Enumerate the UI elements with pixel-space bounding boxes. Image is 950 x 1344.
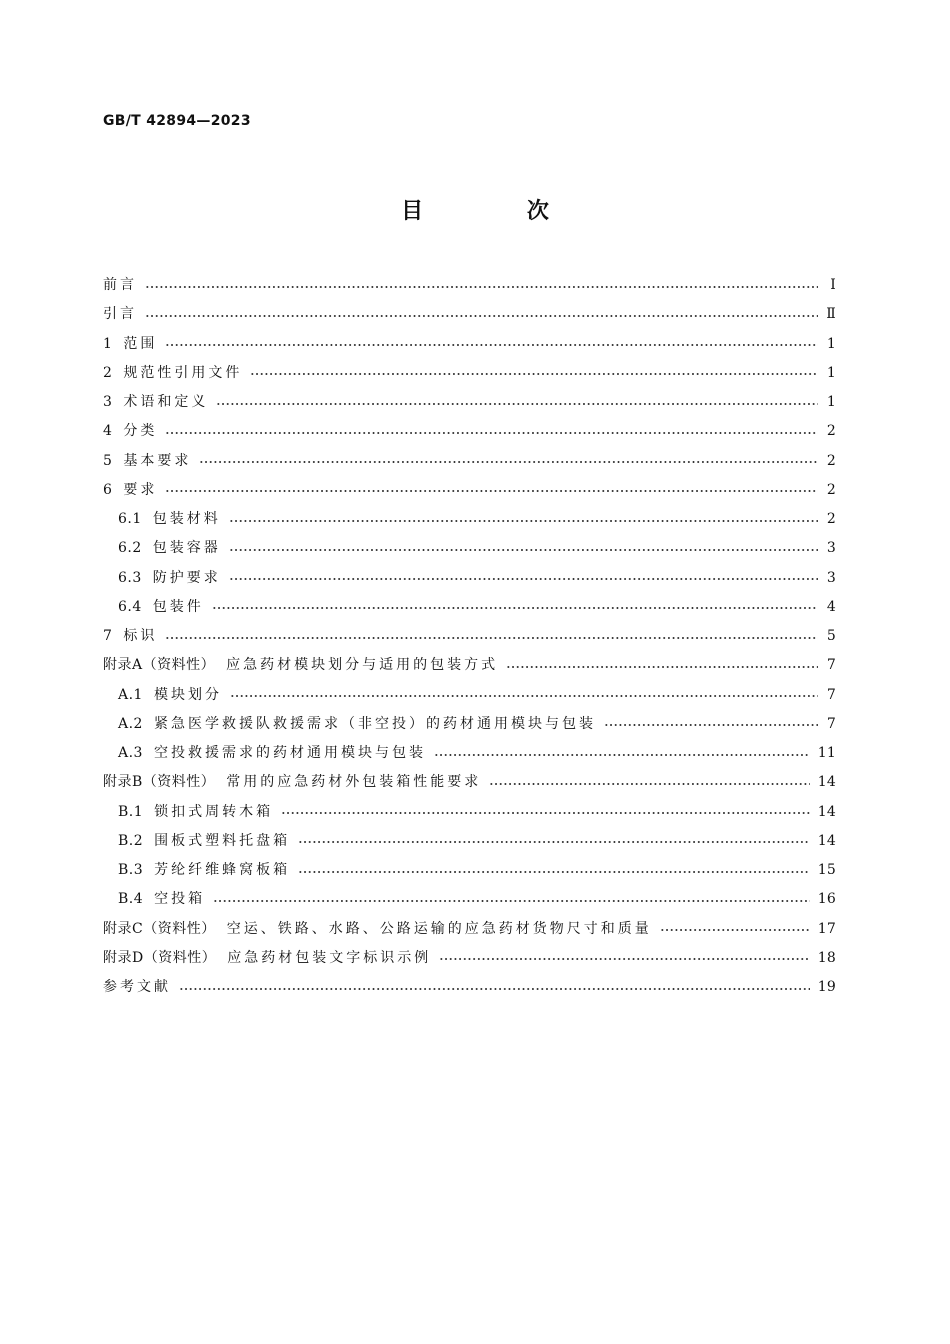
toc-entry-number: B.3	[118, 862, 144, 878]
toc-entry-label: 基本要求	[123, 452, 192, 469]
toc-entry-label: 分类	[123, 423, 158, 440]
toc-entry-number: 6	[103, 481, 113, 498]
toc-entry[interactable]	[103, 534, 836, 563]
toc-entry-number: 3	[103, 394, 113, 410]
toc-entry-page: Ⅱ	[826, 306, 836, 323]
table-of-contents	[103, 271, 836, 1002]
toc-entry-label: 范围	[123, 335, 158, 352]
toc-entry-label: 围板式塑料托盘箱	[154, 832, 291, 849]
dot-leader	[229, 549, 818, 551]
toc-entry[interactable]	[103, 622, 836, 651]
toc-entry-label: 参考文献	[103, 979, 171, 995]
toc-entry-label: 防护要求	[152, 569, 221, 586]
toc-entry[interactable]	[103, 768, 836, 797]
toc-entry-label: 锁扣式周转木箱	[154, 803, 274, 820]
toc-entry[interactable]	[103, 271, 836, 300]
dot-leader	[489, 783, 809, 785]
toc-entry-label: 空投箱	[154, 891, 206, 908]
toc-entry-page: 2	[826, 481, 836, 498]
toc-entry-number: B.1	[118, 803, 144, 820]
toc-entry-label: 包装容器	[152, 540, 221, 557]
toc-entry-number: A.1	[118, 686, 143, 703]
toc-entry[interactable]	[103, 739, 836, 768]
dot-leader	[216, 403, 818, 405]
toc-entry-page: 18	[817, 949, 836, 966]
dot-leader	[660, 929, 810, 931]
toc-entry-number: 附录C（资料性）	[103, 920, 216, 937]
toc-entry-number: 6.1	[118, 511, 142, 527]
toc-entry-label: 规范性引用文件	[123, 364, 243, 381]
toc-entry-label: 应急药材包装文字标识示例	[227, 949, 432, 966]
toc-entry-page: 15	[817, 862, 836, 878]
toc-entry-page: 11	[817, 745, 836, 761]
toc-entry[interactable]	[103, 856, 836, 885]
dot-leader	[165, 490, 818, 492]
toc-entry[interactable]	[103, 827, 836, 856]
toc-entry[interactable]	[103, 417, 836, 446]
dot-leader	[165, 344, 818, 346]
toc-entry-page: Ⅰ	[830, 277, 836, 293]
toc-entry-page: 14	[817, 832, 836, 849]
toc-entry-page: 7	[826, 686, 836, 703]
toc-entry[interactable]	[103, 885, 836, 914]
dot-leader	[212, 607, 818, 609]
toc-entry-page: 2	[826, 511, 836, 527]
toc-entry-label: 空投救援需求的药材通用模块与包装	[153, 745, 426, 761]
dot-leader	[229, 578, 818, 580]
toc-entry-number: B.2	[118, 832, 144, 849]
toc-entry[interactable]	[103, 710, 836, 739]
toc-entry-number: 7	[103, 628, 113, 644]
dot-leader	[250, 373, 818, 375]
toc-entry-label: 要求	[123, 481, 158, 498]
toc-entry-label: 紧急医学救援队救援需求（非空投）的药材通用模块与包装	[153, 715, 596, 732]
toc-entry-label: 应急药材模块划分与适用的包装方式	[226, 657, 499, 674]
toc-entry-number: 6.2	[118, 540, 142, 557]
toc-entry-page: 4	[826, 598, 836, 615]
toc-entry-page: 3	[826, 540, 836, 557]
toc-entry[interactable]	[103, 447, 836, 476]
toc-entry-number: 1	[103, 335, 113, 352]
toc-entry[interactable]	[103, 505, 836, 534]
toc-entry-label: 空运、铁路、水路、公路运输的应急药材货物尺寸和质量	[226, 920, 652, 937]
toc-entry[interactable]	[103, 944, 836, 973]
toc-entry[interactable]	[103, 798, 836, 827]
toc-entry-number: 4	[103, 423, 113, 440]
toc-entry-label: 芳纶纤维蜂窝板箱	[154, 862, 291, 878]
dot-leader	[298, 841, 810, 843]
toc-entry-number: 6.3	[118, 569, 142, 586]
dot-leader	[145, 286, 818, 288]
toc-entry[interactable]	[103, 915, 836, 944]
dot-leader	[213, 900, 810, 902]
toc-entry-label: 引言	[103, 306, 137, 323]
toc-entry[interactable]	[103, 593, 836, 622]
toc-entry-page: 7	[826, 657, 836, 674]
dot-leader	[439, 958, 810, 960]
toc-entry-page: 7	[826, 715, 836, 732]
dot-leader	[298, 871, 810, 873]
toc-entry-page: 1	[826, 394, 836, 410]
toc-entry-label: 模块划分	[153, 686, 222, 703]
toc-entry-number: 6.4	[118, 598, 142, 615]
toc-entry[interactable]	[103, 359, 836, 388]
toc-entry[interactable]	[103, 330, 836, 359]
toc-entry-number: 附录D（资料性）	[103, 949, 217, 966]
toc-entry-page: 1	[826, 335, 836, 352]
toc-entry-number: 2	[103, 364, 113, 381]
toc-entry[interactable]	[103, 476, 836, 505]
page-title: 目 次	[401, 199, 597, 224]
toc-entry-page: 16	[817, 891, 836, 908]
toc-entry-page: 1	[826, 364, 836, 381]
toc-entry-page: 14	[817, 803, 836, 820]
dot-leader	[281, 812, 810, 814]
toc-entry-label: 包装件	[152, 598, 204, 615]
dot-leader	[145, 315, 818, 317]
toc-entry-number: 附录B（资料性）	[103, 774, 216, 791]
toc-entry-number: 附录A（资料性）	[103, 657, 216, 674]
toc-entry-page: 3	[826, 569, 836, 586]
toc-entry[interactable]	[103, 973, 836, 1002]
toc-entry-number: A.2	[118, 715, 143, 732]
toc-entry-label: 常用的应急药材外包装箱性能要求	[226, 774, 482, 791]
dot-leader	[230, 695, 818, 697]
toc-entry-page: 2	[826, 423, 836, 440]
toc-entry-page: 2	[826, 452, 836, 469]
dot-leader	[506, 666, 818, 668]
dot-leader	[434, 754, 810, 756]
toc-entry[interactable]	[103, 651, 836, 680]
toc-entry-page: 19	[817, 979, 836, 995]
standard-code: GB/T 42894—2023	[103, 113, 251, 129]
toc-entry-label: 包装材料	[152, 511, 221, 527]
toc-entry[interactable]	[103, 564, 836, 593]
toc-entry-label: 术语和定义	[123, 394, 209, 410]
toc-entry-page: 14	[817, 774, 836, 791]
toc-entry-number: 5	[103, 452, 113, 469]
dot-leader	[199, 461, 818, 463]
dot-leader	[165, 637, 818, 639]
toc-entry[interactable]	[103, 300, 836, 329]
toc-entry-page: 17	[817, 920, 836, 937]
toc-entry[interactable]	[103, 388, 836, 417]
toc-entry-number: A.3	[118, 745, 143, 761]
toc-entry-number: B.4	[118, 891, 144, 908]
toc-entry[interactable]	[103, 681, 836, 710]
dot-leader	[604, 724, 818, 726]
toc-entry-page: 5	[826, 628, 836, 644]
dot-leader	[165, 432, 818, 434]
dot-leader	[229, 520, 818, 522]
toc-entry-label: 标识	[123, 628, 158, 644]
dot-leader	[179, 988, 810, 990]
toc-entry-label: 前言	[103, 277, 137, 293]
